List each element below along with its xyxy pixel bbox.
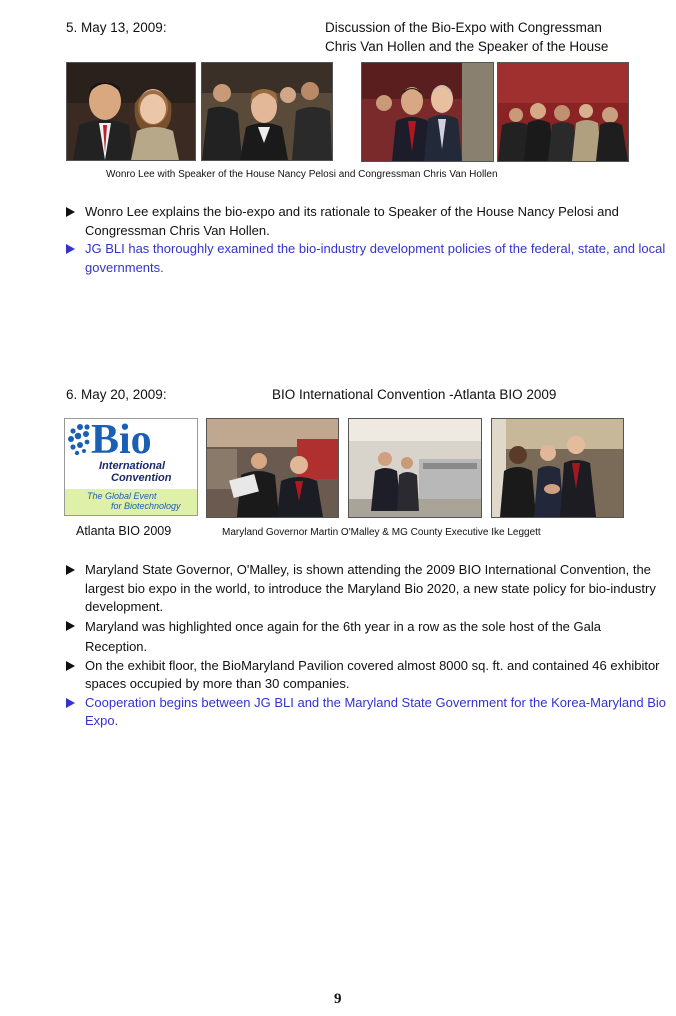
section5-bullet-1: Wonro Lee explains the bio-expo and its rationale to Speaker of the House Nancy Pelosi and Congressman Chris Van Hollen. bbox=[66, 203, 666, 240]
section6-bullet-3: On the exhibit floor, the BioMaryland Pavilion covered almost 8000 sq. ft. and contained 46 exhibitor spaces occupied by more than 30 companies. bbox=[66, 657, 666, 694]
section6-caption-left: Atlanta BIO 2009 bbox=[76, 524, 172, 538]
bio-logo-line2: Convention bbox=[111, 472, 172, 484]
photo-handshake bbox=[491, 418, 624, 518]
section5-title-line2: Chris Van Hollen and the Speaker of the House bbox=[325, 39, 609, 54]
bullet-triangle-icon bbox=[66, 621, 75, 631]
photo-governor-exhibit bbox=[206, 418, 339, 518]
photo-laboratory-tour bbox=[348, 418, 482, 518]
section6-bullet-4: Cooperation begins between JG BLI and the Maryland State Government for the Korea-Maryland Bio Expo. bbox=[66, 694, 666, 731]
bio-logo-tag2: for Biotechnology bbox=[111, 501, 181, 511]
photo-lee-van-hollen bbox=[361, 62, 494, 162]
section5-heading: 5. May 13, 2009: bbox=[66, 20, 167, 35]
section6-bullet-list bbox=[66, 561, 666, 731]
section6-bullet-1: Maryland State Governor, O'Malley, is shown attending the 2009 BIO International Convention, the largest bio expo in the world, to introduce the Maryland Bio 2020, a new state policy for bio-industry development. bbox=[66, 561, 666, 617]
section6-heading: 6. May 20, 2009: bbox=[66, 387, 167, 402]
bullet-triangle-icon bbox=[66, 698, 75, 708]
bullet-triangle-icon bbox=[66, 661, 75, 671]
section5-caption: Wonro Lee with Speaker of the House Nancy Pelosi and Congressman Chris Van Hollen bbox=[106, 169, 498, 180]
bio-logo-tag1: The Global Event bbox=[87, 491, 157, 501]
section5-title-line1: Discussion of the Bio-Expo with Congressman bbox=[325, 20, 602, 35]
photo-reception-crowd bbox=[497, 62, 629, 162]
section5-bullet-2: JG BLI has thoroughly examined the bio-industry development policies of the federal, state, and local governments. bbox=[66, 240, 666, 277]
bio-logo-line1: International bbox=[99, 460, 166, 472]
section6-bullet-2: Maryland was highlighted once again for the 6th year in a row as the sole host of the Gala Reception. bbox=[66, 617, 666, 657]
section5-bullet-list bbox=[66, 203, 666, 277]
bio-logo-word: Bio bbox=[91, 418, 152, 463]
photo-pelosi-group bbox=[201, 62, 333, 161]
section6-caption-right: Maryland Governor Martin O'Malley & MG County Executive Ike Leggett bbox=[222, 527, 541, 538]
page-number: 9 bbox=[334, 991, 342, 1007]
bullet-triangle-icon bbox=[66, 244, 75, 254]
bio-convention-logo bbox=[64, 418, 198, 516]
bullet-triangle-icon bbox=[66, 565, 75, 575]
section6-title: BIO International Convention -Atlanta BIO 2009 bbox=[272, 387, 557, 402]
bullet-triangle-icon bbox=[66, 207, 75, 217]
photo-lee-pelosi bbox=[66, 62, 196, 161]
